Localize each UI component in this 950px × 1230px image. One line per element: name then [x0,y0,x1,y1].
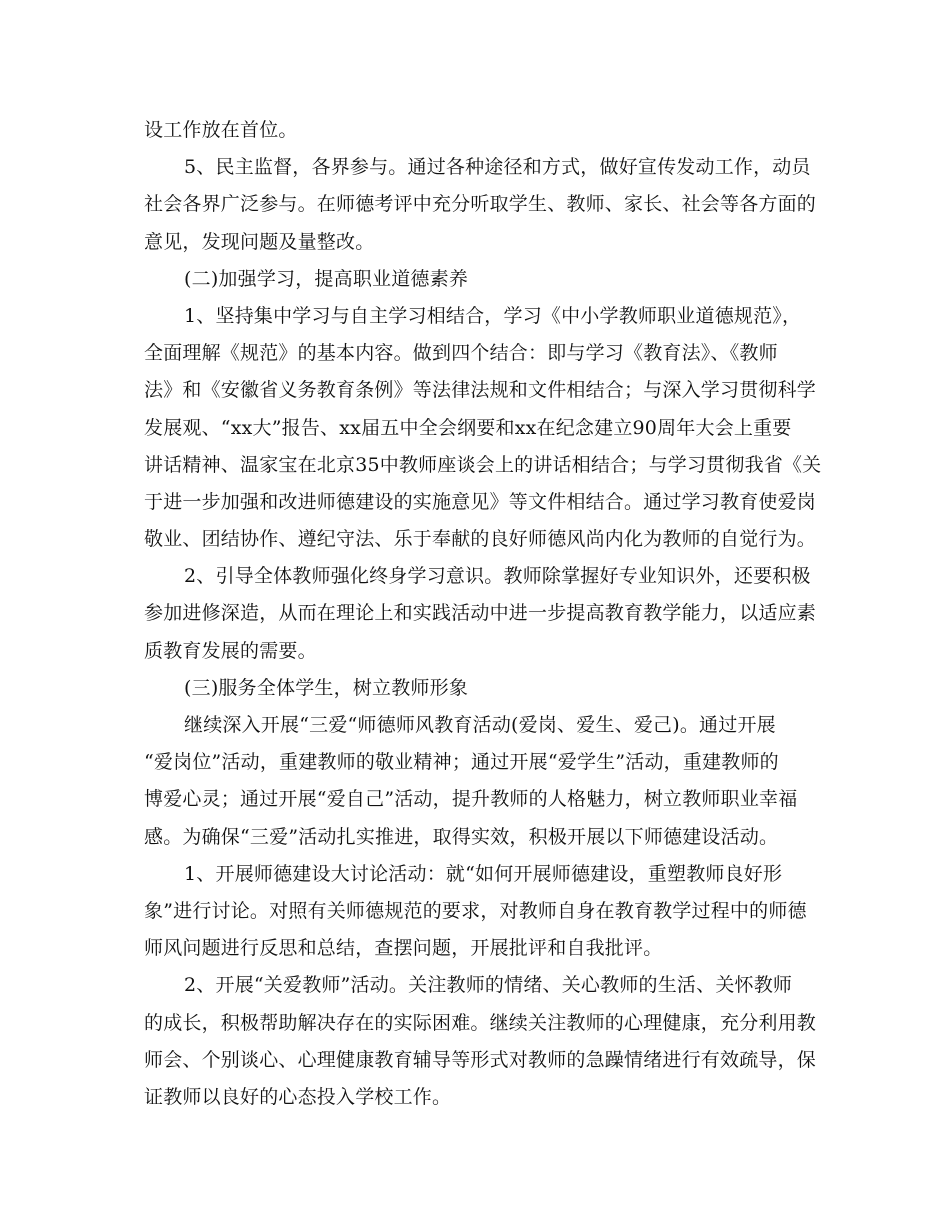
text-line: 1、坚持集中学习与自主学习相结合，学习《中小学教师职业道德规范》， [184,304,802,327]
text-line: “爱岗位”活动，重建教师的敬业精神；通过开展“爱学生”活动，重建教师的 [144,751,779,774]
text-line: 发展观、“xx大”报告、xx届五中全会纲要和xx在纪念建立90周年大会上重要 [144,416,792,439]
text-line: 继续深入开展“三爱“师德师风教育活动(爱岗、爱生、爱己)。通过开展 [184,714,776,736]
text-line: 2、开展“关爱教师”活动。关注教师的情绪、关心教师的生活、关怀教师 [184,974,793,997]
text-line: 的成长，积极帮助解决存在的实际困难。继续关注教师的心理健康，充分利用教 [144,1011,817,1034]
text-line: 证教师以良好的心态投入学校工作。 [144,1085,452,1108]
text-line: 意见，发现问题及量整改。 [144,230,375,253]
text-line: 感。为确保“三爱”活动扎实推进，取得实效，积极开展以下师德建设活动。 [144,825,779,848]
section-heading: (二)加强学习，提高职业道德素养 [184,267,469,290]
text-line: 质教育发展的需要。 [144,639,317,662]
text-line: 法》和《安徽省义务教育条例》等法律法规和文件相结合；与深入学习贯彻科学 [144,379,817,402]
text-line: 参加进修深造，从而在理论上和实践活动中进一步提高教育教学能力，以适应素 [144,602,817,625]
text-line: 全面理解《规范》的基本内容。做到四个结合：即与学习《教育法》、《教师 [144,342,778,365]
text-line: 1、开展师德建设大讨论活动：就“如何开展师德建设，重塑教师良好形 [184,862,783,885]
text-line: 设工作放在首位。 [144,119,298,141]
text-line: 5、民主监督，各界参与。通过各种途径和方式，做好宣传发动工作，动员 [184,156,811,179]
text-line: 于进一步加强和改进师德建设的实施意见》等文件相结合。通过学习教育使爱岗 [144,490,817,513]
text-line: 师会、个别谈心、心理健康教育辅导等形式对教师的急躁情绪进行有效疏导，保 [144,1048,817,1071]
text-line: 2、引导全体教师强化终身学习意识。教师除掌握好专业知识外，还要积极 [184,565,811,588]
document-page [144,112,822,1116]
section-heading: (三)服务全体学生，树立教师形象 [184,676,469,699]
text-line: 敬业、团结协作、遵纪守法、乐于奉献的良好师德风尚内化为教师的自觉行为。 [144,528,817,551]
text-line: 师风问题进行反思和总结，查摆问题，开展批评和自我批评。 [144,937,663,960]
text-line: 社会各界广泛参与。在师德考评中充分听取学生、教师、家长、社会等各方面的 [144,193,817,216]
text-line: 象”进行讨论。对照有关师德规范的要求，对教师自身在教育教学过程中的师德 [144,899,807,922]
text-line: 讲话精神、温家宝在北京35中教师座谈会上的讲话相结合；与学习贯彻我省《关 [144,453,822,476]
text-line: 博爱心灵；通过开展“爱自己”活动，提升教师的人格魅力，树立教师职业幸福 [144,788,798,811]
